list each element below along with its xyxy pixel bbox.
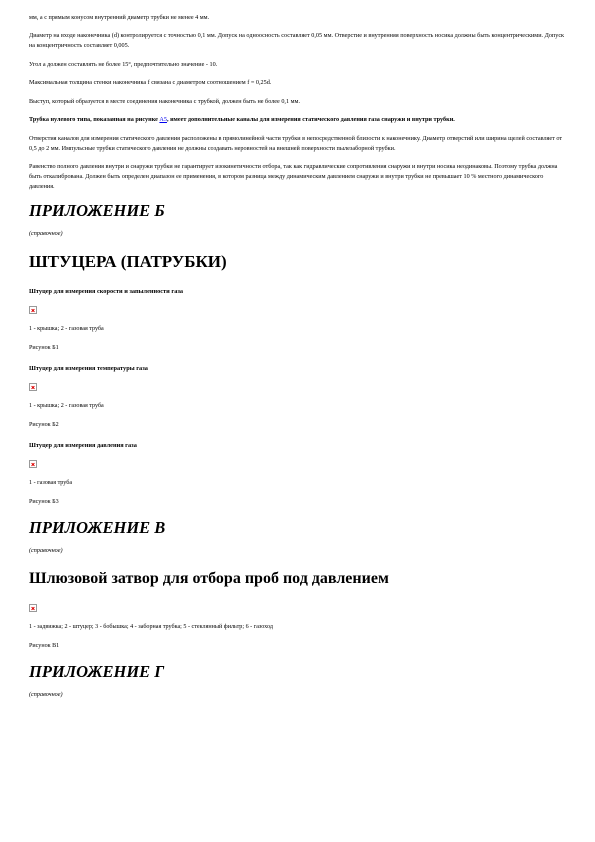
figure-b1-label: Рисунок Б1 — [29, 345, 59, 352]
figure-b3-label: Рисунок Б3 — [29, 499, 59, 506]
figure-a5-link[interactable]: А5 — [159, 116, 167, 124]
appendix-b-title: ШТУЦЕРА (ПАТРУБКИ) — [29, 252, 227, 272]
appendix-g-note: (справочное) — [29, 691, 63, 699]
paragraph: мм, а с прямым конусом внутренний диаметр трубки не менее 4 мм. — [29, 14, 210, 21]
appendix-v-note: (справочное) — [29, 547, 63, 555]
figure-b2-legend: 1 - крышка; 2 - газовая труба — [29, 403, 104, 410]
appendix-v-title: Шлюзовой затвор для отбора проб под давлением — [29, 570, 389, 588]
figure-b1-legend: 1 - крышка; 2 - газовая труба — [29, 326, 104, 333]
figure-b3-legend: 1 - газовая труба — [29, 480, 73, 487]
paragraph: Отверстия каналов для измерения статического давления расположены в прямолинейной части трубки в непосредственной близости к наконечнику. Диаметр отверстий или ширина щелей составляет от 0,5 до 2 мм. Импульсные трубки статического давления не должны создавать неровностей на внешней поверхности пылезаборной трубки. — [29, 134, 563, 152]
document-page — [29, 13, 565, 712]
appendix-g-heading: ПРИЛОЖЕНИЕ Г — [29, 662, 165, 682]
broken-image-icon — [29, 383, 37, 391]
paragraph: Максимальная толщина стенки наконечника f связана с диаметром соотношением f = 0,25d. — [29, 79, 272, 87]
figure-b1-title: Штуцер для измерения скорости и запыленности газа — [29, 288, 184, 296]
paragraph: Угол a должен составлять не более 15°, предпочтительно значение - 10. — [29, 60, 218, 68]
appendix-b-note: (справочное) — [29, 230, 63, 238]
paragraph: Равенство полного давления внутри и снаружи трубки не гарантирует изокинетичности отбора, так как гидравлические сопротивления снаружи и внутри носика неодинаковы. Поэтому трубка должна быть откалибрована. Должен быть определен диапазон ее применения, в котором разница между динамическим давлением снаружи и внутри трубки не превышает 10 % местного динамического давления. — [29, 162, 558, 190]
figure-b2-title: Штуцер для измерения температуры газа — [29, 365, 148, 373]
paragraph: Диаметр на входе наконечника (d) контролируется с точностью 0,1 мм. Допуск на одноосность составляет 0,05 мм. Отверстие и внутренняя поверхность носика должны быть концентрическими. Допуск на концентричность составляет 0,005. — [29, 32, 565, 50]
paragraph-text: , имеет дополнительные каналы для измерения статического давления газа снаружи и внутри трубки. — [166, 116, 455, 124]
figure-v1-label: Рисунок В1 — [29, 643, 60, 650]
broken-image-icon — [29, 460, 37, 468]
paragraph: Выступ, который образуется в месте соединения наконечника с трубкой, должен быть не более 0,1 мм. — [29, 97, 300, 105]
broken-image-icon — [29, 306, 37, 314]
figure-b3-title: Штуцер для измерения давления газа — [29, 442, 137, 450]
appendix-b-heading: ПРИЛОЖЕНИЕ Б — [29, 201, 165, 221]
paragraph-text: Трубка нулевого типа, показанная на рисунке — [29, 116, 160, 124]
figure-v1-legend: 1 - задвижка; 2 - штуцер; 3 - бобышка; 4 - заборная трубка; 5 - стеклянный фильтр; 6 - газоход — [29, 624, 273, 631]
broken-image-icon — [29, 604, 37, 612]
paragraph-with-link — [29, 115, 565, 125]
figure-b2-label: Рисунок Б2 — [29, 422, 59, 429]
appendix-v-heading: ПРИЛОЖЕНИЕ В — [29, 518, 166, 538]
